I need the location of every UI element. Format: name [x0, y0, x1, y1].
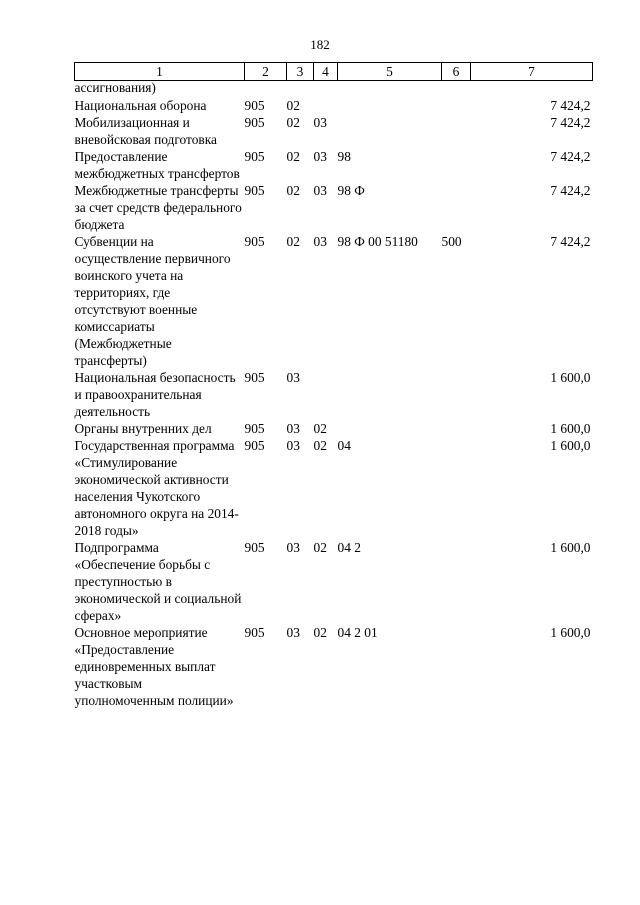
row-col-6	[442, 369, 471, 420]
row-col-5: 98 Ф 00 51180	[337, 234, 418, 249]
table-row	[75, 624, 593, 709]
row-col-5	[338, 81, 442, 98]
row-col-2	[245, 81, 287, 98]
row-amount: 7 424,2	[550, 115, 591, 130]
row-col-6	[442, 148, 471, 182]
row-col-6	[442, 437, 471, 539]
row-col-5	[338, 369, 442, 420]
row-col-3: 02	[286, 183, 300, 198]
table-row	[75, 233, 593, 369]
header-col-5: 5	[338, 63, 442, 81]
row-amount: 1 600,0	[550, 421, 591, 436]
row-col-2: 905	[244, 115, 265, 130]
row-name: Подпрограмма «Обеспечение борьбы с преступностью в экономической и социальной сферах»	[74, 540, 242, 623]
row-col-2: 905	[244, 540, 265, 555]
row-amount: 1 600,0	[550, 438, 591, 453]
row-col-4: 03	[313, 149, 327, 164]
table-row	[75, 81, 593, 98]
row-col-5	[338, 114, 442, 148]
row-col-3	[287, 81, 314, 98]
table-row	[75, 148, 593, 182]
row-amount: 7 424,2	[550, 98, 591, 113]
row-col-6	[442, 624, 471, 709]
row-col-2: 905	[244, 625, 265, 640]
budget-table	[74, 62, 593, 709]
row-col-2: 905	[244, 98, 265, 113]
table-row	[75, 114, 593, 148]
row-name: Межбюджетные трансферты за счет средств федерального бюджета	[74, 183, 242, 232]
row-col-4	[314, 81, 338, 98]
table-row	[75, 182, 593, 233]
row-name: Мобилизационная и вневойсковая подготовка	[74, 115, 217, 147]
header-col-3: 3	[287, 63, 314, 81]
row-col-4: 03	[313, 234, 327, 249]
row-col-2: 905	[244, 438, 265, 453]
header-row	[75, 63, 593, 81]
row-col-4	[314, 369, 338, 420]
row-col-5	[338, 97, 442, 114]
row-col-6	[442, 114, 471, 148]
row-col-3: 03	[286, 625, 300, 640]
row-amount: 7 424,2	[550, 149, 591, 164]
header-col-4: 4	[314, 63, 338, 81]
row-col-6	[442, 420, 471, 437]
row-col-4: 02	[313, 421, 327, 436]
row-name: Государственная программа «Стимулирование экономической активности населения Чукотского автономного округа на 2014-2018 годы»	[74, 438, 239, 538]
row-col-3: 03	[286, 540, 300, 555]
row-col-5	[338, 420, 442, 437]
row-col-5: 04 2	[337, 540, 361, 555]
row-col-6	[442, 539, 471, 624]
row-col-4: 03	[313, 115, 327, 130]
row-name: Органы внутренних дел	[74, 421, 212, 436]
row-col-3: 03	[286, 421, 300, 436]
row-col-2: 905	[244, 183, 265, 198]
table-row	[75, 437, 593, 539]
row-col-3: 02	[286, 98, 300, 113]
row-amount: 1 600,0	[550, 370, 591, 385]
row-amount: 7 424,2	[550, 234, 591, 249]
row-name: Национальная безопасность и правоохранительная деятельность	[74, 370, 236, 419]
row-col-2: 905	[244, 370, 265, 385]
row-name: Предоставление межбюджетных трансфертов	[74, 149, 240, 181]
row-col-6	[442, 81, 471, 98]
header-col-1: 1	[75, 63, 245, 81]
row-col-3: 02	[286, 234, 300, 249]
row-col-3: 03	[286, 370, 300, 385]
table-header	[75, 63, 593, 81]
header-col-2: 2	[245, 63, 287, 81]
row-col-5: 98 Ф	[337, 183, 365, 198]
row-col-6	[442, 97, 471, 114]
row-col-5: 98	[337, 149, 351, 164]
row-amount: 1 600,0	[550, 625, 591, 640]
row-amount: 7 424,2	[550, 183, 591, 198]
row-name: ассигнования)	[74, 80, 156, 95]
row-col-5: 04 2 01	[337, 625, 378, 640]
row-col-3: 02	[286, 149, 300, 164]
row-col-6	[442, 182, 471, 233]
row-col-3: 03	[286, 438, 300, 453]
row-col-5: 04	[337, 438, 351, 453]
row-col-3: 02	[286, 115, 300, 130]
row-col-2: 905	[244, 421, 265, 436]
header-col-7: 7	[471, 63, 593, 81]
table-row	[75, 539, 593, 624]
row-col-4	[314, 97, 338, 114]
table-body	[75, 81, 593, 710]
row-amount: 1 600,0	[550, 540, 591, 555]
row-col-4: 02	[313, 625, 327, 640]
table-row	[75, 97, 593, 114]
header-col-6: 6	[442, 63, 471, 81]
row-col-6: 500	[441, 234, 462, 249]
row-col-4: 02	[313, 438, 327, 453]
table-row	[75, 369, 593, 420]
table-row	[75, 420, 593, 437]
row-col-4: 03	[313, 183, 327, 198]
row-name: Национальная оборона	[74, 98, 207, 113]
row-name: Субвенции на осуществление первичного воинского учета на территориях, где отсутствуют военные комиссариаты (Межбюджетные трансферты)	[74, 234, 231, 368]
page-number: 182	[310, 37, 330, 52]
row-col-2: 905	[244, 149, 265, 164]
row-col-4: 02	[313, 540, 327, 555]
row-col-2: 905	[244, 234, 265, 249]
row-amount	[471, 81, 593, 98]
row-name: Основное мероприятие «Предоставление единовременных выплат участковым уполномоченным полиции»	[74, 625, 234, 708]
